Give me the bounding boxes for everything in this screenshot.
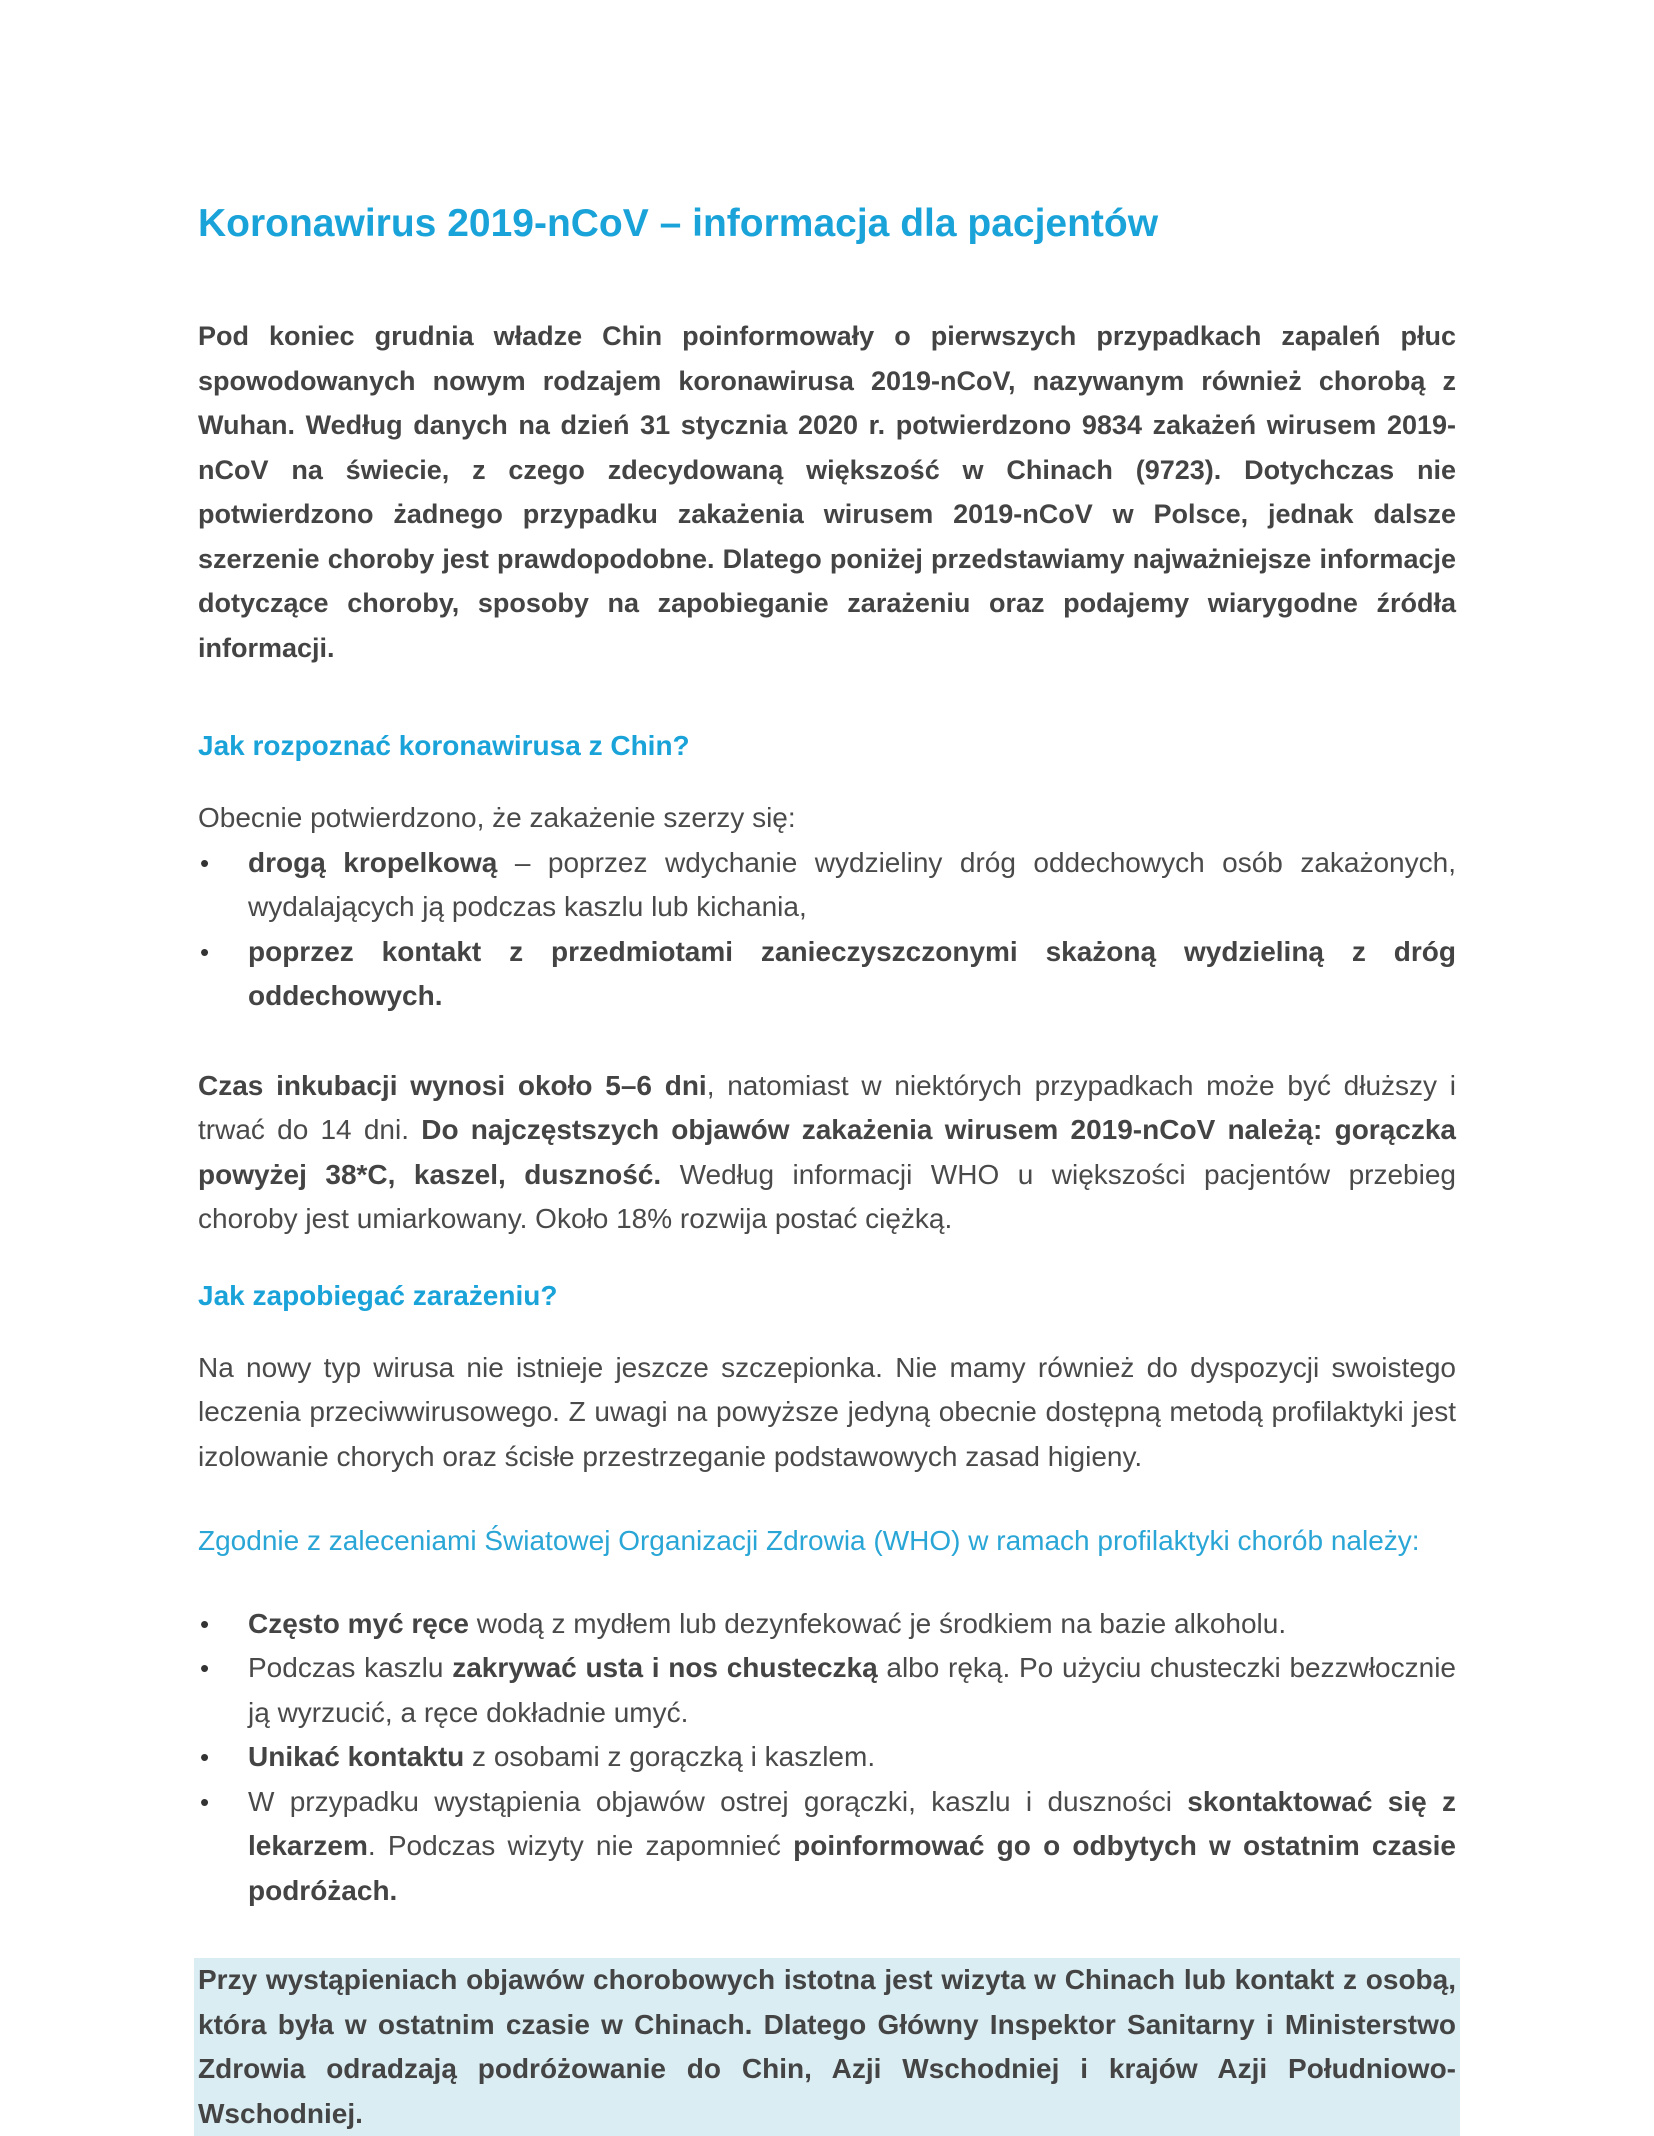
incubation-paragraph bbox=[198, 1064, 1456, 1242]
list-item-text: W przypadku wystąpienia objawów ostrej gorączki, kaszlu i duszności bbox=[248, 1785, 1188, 1817]
transmission-list bbox=[198, 841, 1456, 1019]
incubation-text-2: Według informacji WHO u większości pacjentów przebieg choroby jest umiarkowany. Około 18% rozwija postać ciężką. bbox=[198, 1158, 1456, 1234]
bullet-icon: • bbox=[200, 1742, 210, 1772]
bullet-icon: • bbox=[200, 1786, 210, 1817]
travel-warning-box: Przy wystąpieniach objawów chorobowych istotna jest wizyta w Chinach lub kontakt z osobą, która była w ostatnim czasie w Chinach. Dlatego Główny Inspektor Sanitarny i Ministerstwo Zdrowia odradzają podróżowanie do Chin, Azji Wschodniej i krajów Azji Południowo-Wschodniej. bbox=[194, 1958, 1460, 2136]
transmission-lead: Obecnie potwierdzono, że zakażenie szerzy się: bbox=[198, 802, 796, 833]
list-item-text: albo ręką. Po użyciu chusteczki bezzwłocznie ją wyrzucić, a ręce dokładnie umyć. bbox=[248, 1652, 1456, 1728]
bullet-icon: • bbox=[200, 847, 210, 878]
list-item-text: z osobami z gorączką i kaszlem. bbox=[464, 1741, 876, 1772]
list-item-bold: Unikać kontaktu bbox=[248, 1741, 465, 1772]
bullet-icon: • bbox=[200, 936, 210, 967]
page-title: Koronawirus 2019-nCoV – informacja dla pacjentów bbox=[198, 202, 1159, 245]
list-item-text: . Podczas wizyty nie zapomnieć bbox=[367, 1830, 794, 1861]
list-item-bold: skontaktować się z lekarzem bbox=[248, 1785, 1456, 1861]
section-heading-prevent: Jak zapobiegać zarażeniu? bbox=[198, 1279, 558, 1311]
list-item bbox=[198, 841, 1456, 930]
bullet-icon: • bbox=[200, 1653, 210, 1683]
section-heading-recognize: Jak rozpoznać koronawirusa z Chin? bbox=[198, 730, 690, 761]
list-item-bold: poinformować go o odbytych w ostatnim czasie podróżach. bbox=[248, 1830, 1457, 1906]
who-recommendation-lead: Zgodnie z zaleceniami Światowej Organizacji Zdrowia (WHO) w ramach profilaktyki chorób należy: bbox=[198, 1525, 1420, 1556]
list-item bbox=[198, 1735, 1456, 1780]
incubation-text-1: , natomiast w niektórych przypadkach może być dłuższy i trwać do 14 dni. bbox=[198, 1069, 1457, 1145]
list-item bbox=[198, 1780, 1456, 1914]
list-item bbox=[198, 1646, 1456, 1735]
intro-paragraph: Pod koniec grudnia władze Chin poinformowały o pierwszych przypadkach zapaleń płuc spowodowanych nowym rodzajem koronawirusa 2019-nCoV, nazywanym również chorobą z Wuhan. Według danych na dzień 31 stycznia 2020 r. potwierdzono 9834 zakażeń wirusem 2019-nCoV na świecie, z czego zdecydowaną większość w Chinach (9723). Dotychczas nie potwierdzono żadnego przypadku zakażenia wirusem 2019-nCoV w Polsce, jednak dalsze szerzenie choroby jest prawdopodobne. Dlatego poniżej przedstawiamy najważniejsze informacje dotyczące choroby, sposoby na zapobieganie zarażeniu oraz podajemy wiarygodne źródła informacji. bbox=[198, 321, 1456, 663]
list-item-bold: Często myć ręce bbox=[248, 1607, 470, 1639]
list-item-text: Podczas kaszlu bbox=[248, 1652, 453, 1683]
incubation-bold-1: Czas inkubacji wynosi około 5–6 dni bbox=[198, 1069, 707, 1101]
bullet-icon: • bbox=[200, 1608, 210, 1639]
list-item-text: wodą z mydłem lub dezynfekować je środkiem na bazie alkoholu. bbox=[469, 1607, 1287, 1639]
list-item-bold: drogą kropelkową bbox=[248, 846, 498, 878]
prevention-paragraph: Na nowy typ wirusa nie istnieje jeszcze szczepionka. Nie mamy również do dyspozycji swoistego leczenia przeciwwirusowego. Z uwagi na powyższe jedyną obecnie dostępną metodą profilaktyki jest izolowanie chorych oraz ścisłe przestrzeganie podstawowych zasad higieny. bbox=[198, 1351, 1456, 1472]
list-item bbox=[198, 930, 1456, 1019]
list-item bbox=[198, 1602, 1456, 1647]
list-item-bold: zakrywać usta i nos chusteczką bbox=[452, 1652, 878, 1683]
incubation-bold-2: Do najczęstszych objawów zakażenia wirusem 2019-nCoV należą: gorączka powyżej 38*C, kaszel, duszność. bbox=[198, 1114, 1456, 1190]
list-item-bold: poprzez kontakt z przedmiotami zanieczyszczonymi skażoną wydzieliną z dróg oddechowych. bbox=[248, 935, 1456, 1011]
prevention-list bbox=[198, 1602, 1456, 1914]
list-item-text: – poprzez wdychanie wydzieliny dróg oddechowych osób zakażonych, wydalających ją podczas kaszlu lub kichania, bbox=[248, 846, 1456, 922]
